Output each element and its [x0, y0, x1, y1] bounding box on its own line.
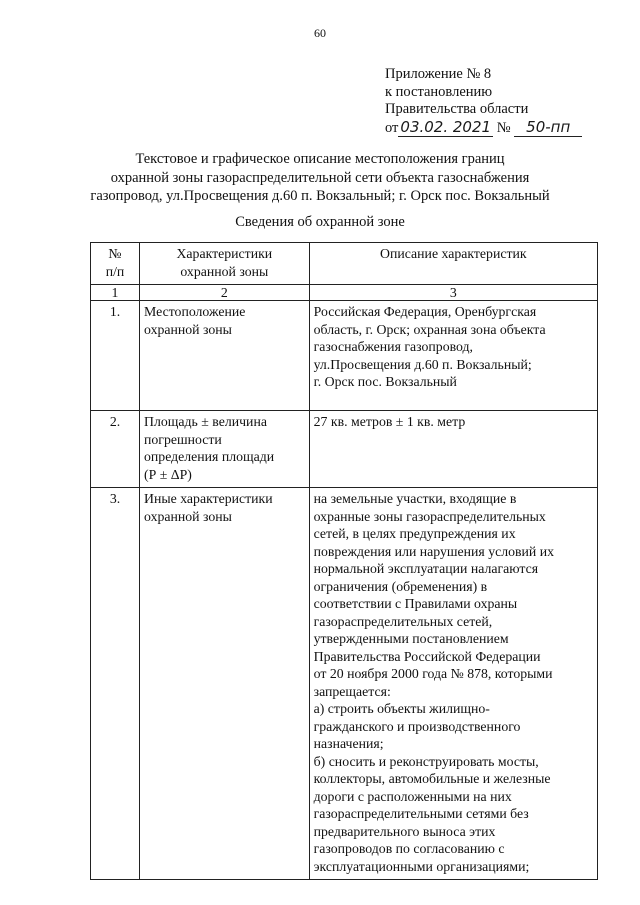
row-description-line: утвержденными постановлением — [313, 631, 509, 646]
row-description-line: от 20 ноября 2000 года № 878, которыми — [313, 666, 553, 681]
row-name-line: Местоположение — [144, 304, 246, 319]
row-description-line: ограничения (обременения) в — [313, 578, 488, 594]
date-prefix: от — [385, 119, 399, 136]
table-row — [91, 411, 598, 488]
index-cell: 1 — [91, 285, 140, 301]
row-description — [309, 411, 597, 488]
row-description-line: газораспределительных сетей, — [313, 613, 493, 629]
page-number: 60 — [314, 26, 326, 40]
table-index-row — [91, 285, 598, 301]
row-number: 1. — [91, 301, 140, 411]
row-description-line: ул.Просвещения д.60 п. Вокзальный; — [313, 356, 532, 372]
handwritten-date: 03.02. 2021 — [400, 117, 492, 136]
header-num-line: п/п — [105, 263, 125, 279]
row-name-line: Иные характеристики — [144, 491, 273, 506]
row-description-line: предварительного выноса этих — [313, 823, 496, 839]
row-description-line: соответствии с Правилами охраны — [313, 596, 518, 611]
handwritten-number: 50-пп — [514, 118, 582, 137]
row-name-line: погрешности — [144, 431, 222, 447]
row-description-line: а) строить объекты жилищно- — [313, 701, 490, 716]
row-description-line: повреждения или нарушения условий их — [313, 543, 555, 559]
row-description-line: эксплуатационными организациями; — [313, 858, 530, 874]
row-name-line: охранной зоны — [144, 508, 232, 524]
row-description-line: Правительства Российской Федерации — [313, 648, 541, 664]
row-description-line: гражданского и производственного — [313, 718, 521, 734]
row-description — [309, 301, 597, 411]
header-characteristics-line: Характеристики — [176, 246, 273, 261]
row-description — [309, 488, 597, 880]
row-name-line: (Р ± ΔР) — [144, 466, 192, 482]
section-heading: Сведения об охранной зоне — [235, 214, 405, 230]
header-num-cell — [91, 243, 140, 285]
appendix-date-line — [385, 119, 582, 138]
row-name — [140, 488, 310, 880]
appendix-ref-line: к постановлению — [385, 83, 493, 100]
protection-zone-table — [90, 242, 598, 880]
header-characteristics-line: охранной зоны — [180, 263, 269, 279]
row-description-line: охранные зоны газораспределительных — [313, 508, 546, 524]
row-name — [140, 301, 310, 411]
table-row — [91, 488, 598, 880]
appendix-block — [385, 66, 582, 137]
document-title — [60, 150, 580, 206]
row-description-line: назначения; — [313, 736, 384, 751]
row-description-line: коллекторы, автомобильные и железные — [313, 771, 551, 786]
appendix-title: Приложение № 8 — [385, 66, 492, 82]
number-sign: № — [496, 119, 511, 136]
row-name-line: охранной зоны — [144, 321, 232, 337]
row-description-line: на земельные участки, входящие в — [313, 491, 517, 506]
row-description-line: 27 кв. метров ± 1 кв. метр — [313, 414, 466, 429]
index-cell: 3 — [309, 285, 597, 301]
row-number: 2. — [91, 411, 140, 488]
header-characteristics-cell — [140, 243, 310, 285]
index-cell: 2 — [140, 285, 310, 301]
row-description-line: дороги с расположенными на них — [313, 788, 512, 804]
row-description-line: Российская Федерация, Оренбургская — [313, 304, 537, 319]
table-row — [91, 301, 598, 411]
table-header-row — [91, 243, 598, 285]
row-description-line: область, г. Орск; охранная зона объекта — [313, 321, 546, 337]
row-name — [140, 411, 310, 488]
header-description-cell: Описание характеристик — [309, 243, 597, 285]
row-description-line: нормальной эксплуатации налагаются — [313, 561, 539, 576]
row-description-line: газопроводов по согласованию с — [313, 841, 505, 856]
row-description-line: сетей, в целях предупреждения их — [313, 526, 516, 541]
header-num-line: № — [108, 246, 122, 261]
appendix-authority: Правительства области — [385, 101, 529, 117]
row-number: 3. — [91, 488, 140, 880]
row-name-line: Площадь ± величина — [144, 414, 267, 429]
row-name-line: определения площади — [144, 449, 275, 464]
row-description-line: газоснабжения газопровод, — [313, 339, 473, 354]
row-description-line: газораспределительными сетями без — [313, 806, 529, 821]
title-line-3: газопровод, ул.Просвещения д.60 п. Вокзальный; г. Орск пос. Вокзальный — [90, 188, 550, 204]
title-line-1: Текстовое и графическое описание местоположения границ — [135, 151, 505, 167]
row-description-line: г. Орск пос. Вокзальный — [313, 374, 457, 389]
row-description-line: запрещается: — [313, 683, 391, 699]
title-line-2: охранной зоны газораспределительной сети объекта газоснабжения — [110, 169, 530, 186]
row-description-line: б) сносить и реконструировать мосты, — [313, 753, 539, 769]
